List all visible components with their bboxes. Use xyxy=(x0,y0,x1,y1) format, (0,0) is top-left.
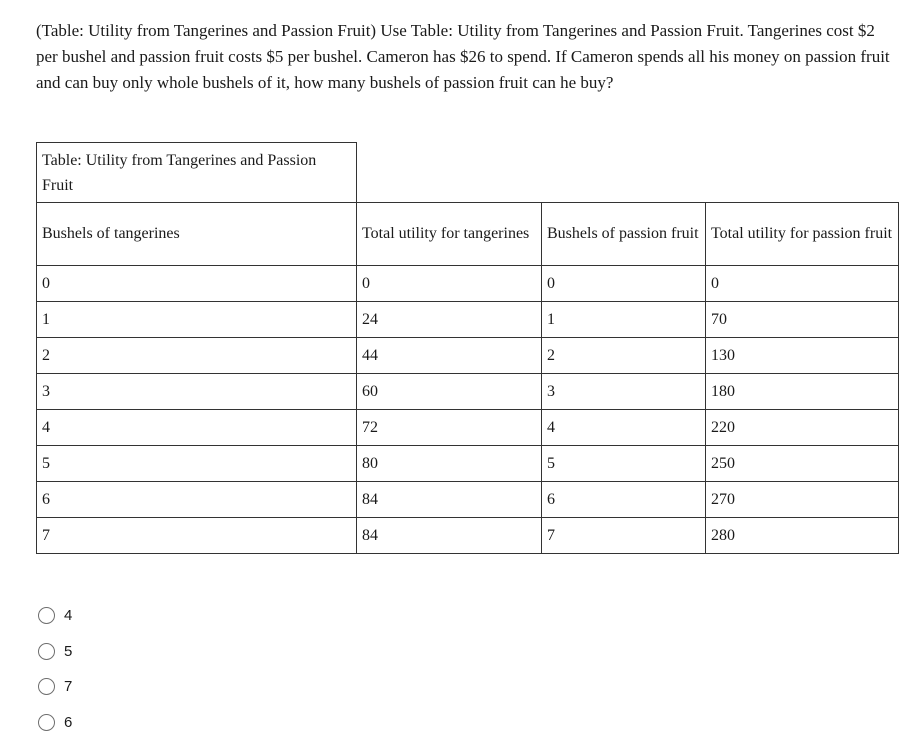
cell-utility-tangerines: 80 xyxy=(357,446,542,482)
cell-bushels-passion-fruit: 6 xyxy=(542,482,706,518)
radio-button[interactable] xyxy=(38,714,55,731)
cell-utility-passion-fruit: 270 xyxy=(706,482,899,518)
table-row xyxy=(37,518,899,554)
cell-utility-tangerines: 24 xyxy=(357,302,542,338)
choice-label[interactable]: 5 xyxy=(64,642,73,660)
table-caption-row xyxy=(37,143,899,203)
radio-button[interactable] xyxy=(38,678,55,695)
cell-utility-passion-fruit: 250 xyxy=(706,446,899,482)
cell-bushels-tangerines: 5 xyxy=(37,446,357,482)
answer-choice[interactable] xyxy=(38,705,72,741)
cell-utility-passion-fruit: 70 xyxy=(706,302,899,338)
cell-utility-tangerines: 84 xyxy=(357,518,542,554)
cell-bushels-passion-fruit: 2 xyxy=(542,338,706,374)
cell-bushels-tangerines: 0 xyxy=(37,266,357,302)
answer-choices xyxy=(38,598,72,740)
header-utility-tangerines: Total utility for tangerines xyxy=(357,203,542,266)
table-row xyxy=(37,374,899,410)
cell-bushels-passion-fruit: 5 xyxy=(542,446,706,482)
answer-choice[interactable] xyxy=(38,669,72,705)
cell-utility-tangerines: 0 xyxy=(357,266,542,302)
cell-utility-tangerines: 44 xyxy=(357,338,542,374)
choice-label[interactable]: 7 xyxy=(64,678,73,696)
cell-bushels-passion-fruit: 4 xyxy=(542,410,706,446)
cell-bushels-tangerines: 1 xyxy=(37,302,357,338)
choice-label[interactable]: 4 xyxy=(64,607,73,625)
cell-bushels-passion-fruit: 3 xyxy=(542,374,706,410)
question-text: (Table: Utility from Tangerines and Passion Fruit) Use Table: Utility from Tangerines and Passion Fruit. Tangerines cost $2 per bushel and passion fruit costs $5 per bushel. Cameron has $26 to spend. If Cameron spends all his money on passion fruit and can buy only whole bushels of it, how many bushels of passion fruit can he buy? xyxy=(36,21,890,92)
table-row xyxy=(37,266,899,302)
utility-table xyxy=(36,142,899,554)
cell-bushels-passion-fruit: 7 xyxy=(542,518,706,554)
cell-utility-passion-fruit: 130 xyxy=(706,338,899,374)
cell-utility-tangerines: 84 xyxy=(357,482,542,518)
table-row xyxy=(37,410,899,446)
cell-bushels-tangerines: 3 xyxy=(37,374,357,410)
cell-utility-passion-fruit: 180 xyxy=(706,374,899,410)
cell-bushels-tangerines: 7 xyxy=(37,518,357,554)
cell-utility-passion-fruit: 0 xyxy=(706,266,899,302)
table-row xyxy=(37,338,899,374)
cell-bushels-tangerines: 6 xyxy=(37,482,357,518)
cell-bushels-tangerines: 2 xyxy=(37,338,357,374)
radio-button[interactable] xyxy=(38,643,55,660)
radio-button[interactable] xyxy=(38,607,55,624)
header-bushels-tangerines: Bushels of tangerines xyxy=(37,203,357,266)
header-bushels-passion-fruit: Bushels of passion fruit xyxy=(542,203,706,266)
cell-bushels-tangerines: 4 xyxy=(37,410,357,446)
table-row xyxy=(37,482,899,518)
cell-utility-passion-fruit: 280 xyxy=(706,518,899,554)
cell-utility-tangerines: 60 xyxy=(357,374,542,410)
cell-utility-tangerines: 72 xyxy=(357,410,542,446)
table-row xyxy=(37,302,899,338)
answer-choice[interactable] xyxy=(38,634,72,670)
table-row xyxy=(37,446,899,482)
cell-bushels-passion-fruit: 1 xyxy=(542,302,706,338)
table-caption: Table: Utility from Tangerines and Passion Fruit xyxy=(37,143,357,203)
caption-spacer xyxy=(357,143,899,203)
table-header-row xyxy=(37,203,899,266)
answer-choice[interactable] xyxy=(38,598,72,634)
header-utility-passion-fruit: Total utility for passion fruit xyxy=(706,203,899,266)
cell-utility-passion-fruit: 220 xyxy=(706,410,899,446)
cell-bushels-passion-fruit: 0 xyxy=(542,266,706,302)
choice-label[interactable]: 6 xyxy=(64,713,73,731)
